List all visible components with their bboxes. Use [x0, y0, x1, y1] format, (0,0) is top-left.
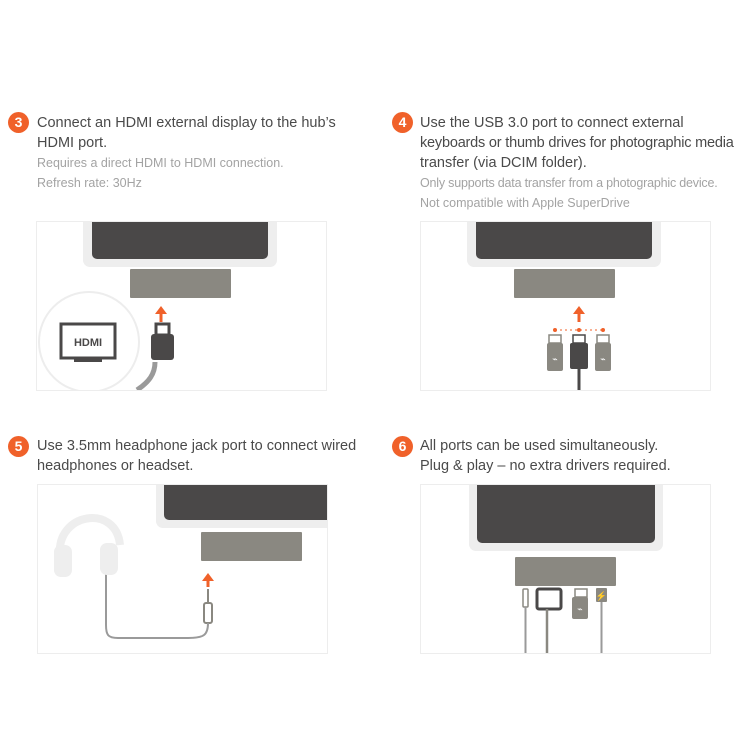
step-number-badge: 5	[8, 436, 29, 457]
all-ports-illustration-panel	[420, 484, 711, 654]
step-description-line: Use the USB 3.0 port to connect external	[420, 115, 684, 131]
svg-text:⚡: ⚡	[595, 591, 608, 601]
usb-plug-icon	[570, 335, 588, 390]
step-description-line: keyboards or thumb drives for photographic media	[420, 135, 734, 151]
step-description-line: HDMI port.	[37, 135, 108, 151]
step-number-badge: 6	[392, 436, 413, 457]
arrow-up-icon	[202, 573, 214, 587]
usb-plug-icon	[572, 589, 588, 619]
audio-jack-icon	[204, 589, 212, 623]
hdmi-illustration	[37, 222, 326, 390]
laptop-screen	[476, 222, 652, 259]
step-note: Not compatible with Apple SuperDrive	[420, 196, 630, 210]
headphone-illustration	[38, 485, 327, 653]
step-description-line: Connect an HDMI external display to the hub’s	[37, 115, 336, 131]
step-text	[37, 436, 367, 476]
monitor-icon	[39, 292, 139, 390]
hub-body	[201, 532, 302, 561]
charging-plug-icon	[596, 588, 607, 653]
all-ports-illustration	[421, 485, 710, 653]
hdmi-illustration-panel	[36, 221, 327, 391]
hdmi-plug-icon	[137, 324, 174, 390]
arrow-up-icon	[155, 306, 167, 322]
svg-text:⌁: ⌁	[577, 604, 583, 614]
laptop-screen	[92, 222, 268, 259]
step-text	[420, 436, 740, 476]
step-description-line: transfer (via DCIM folder).	[420, 155, 587, 171]
laptop-screen	[164, 485, 327, 520]
step-note: Only supports data transfer from a photographic device.	[420, 176, 718, 190]
step-description-line: Use 3.5mm headphone jack port to connect wired	[37, 438, 357, 454]
step-description-line: All ports can be used simultaneously.	[420, 438, 659, 454]
step-text	[37, 113, 357, 193]
step-note: Requires a direct HDMI to HDMI connection.	[37, 156, 284, 170]
usb-plug-icon	[595, 335, 611, 371]
svg-text:⌁: ⌁	[552, 354, 558, 364]
usb-plug-icon	[547, 335, 563, 371]
step-note: Refresh rate: 30Hz	[37, 176, 142, 190]
laptop-screen	[477, 485, 655, 543]
step-number-badge: 3	[8, 112, 29, 133]
audio-jack-icon	[523, 589, 528, 653]
step-number-badge: 4	[392, 112, 413, 133]
hub-body	[130, 269, 231, 298]
step-text	[420, 113, 741, 213]
hdmi-logo-text: HDMI	[73, 337, 103, 349]
hdmi-plug-icon	[537, 589, 561, 653]
hub-body	[514, 269, 615, 298]
step-description-line: Plug & play – no extra drivers required.	[420, 458, 671, 474]
arrow-up-icon	[573, 306, 585, 322]
usb-illustration	[421, 222, 710, 390]
headphone-illustration-panel	[37, 484, 328, 654]
step-description-line: headphones or headset.	[37, 458, 194, 474]
hub-body	[515, 557, 616, 586]
headphones-icon	[54, 518, 120, 577]
usb-illustration-panel	[420, 221, 711, 391]
svg-text:⌁: ⌁	[600, 354, 606, 364]
